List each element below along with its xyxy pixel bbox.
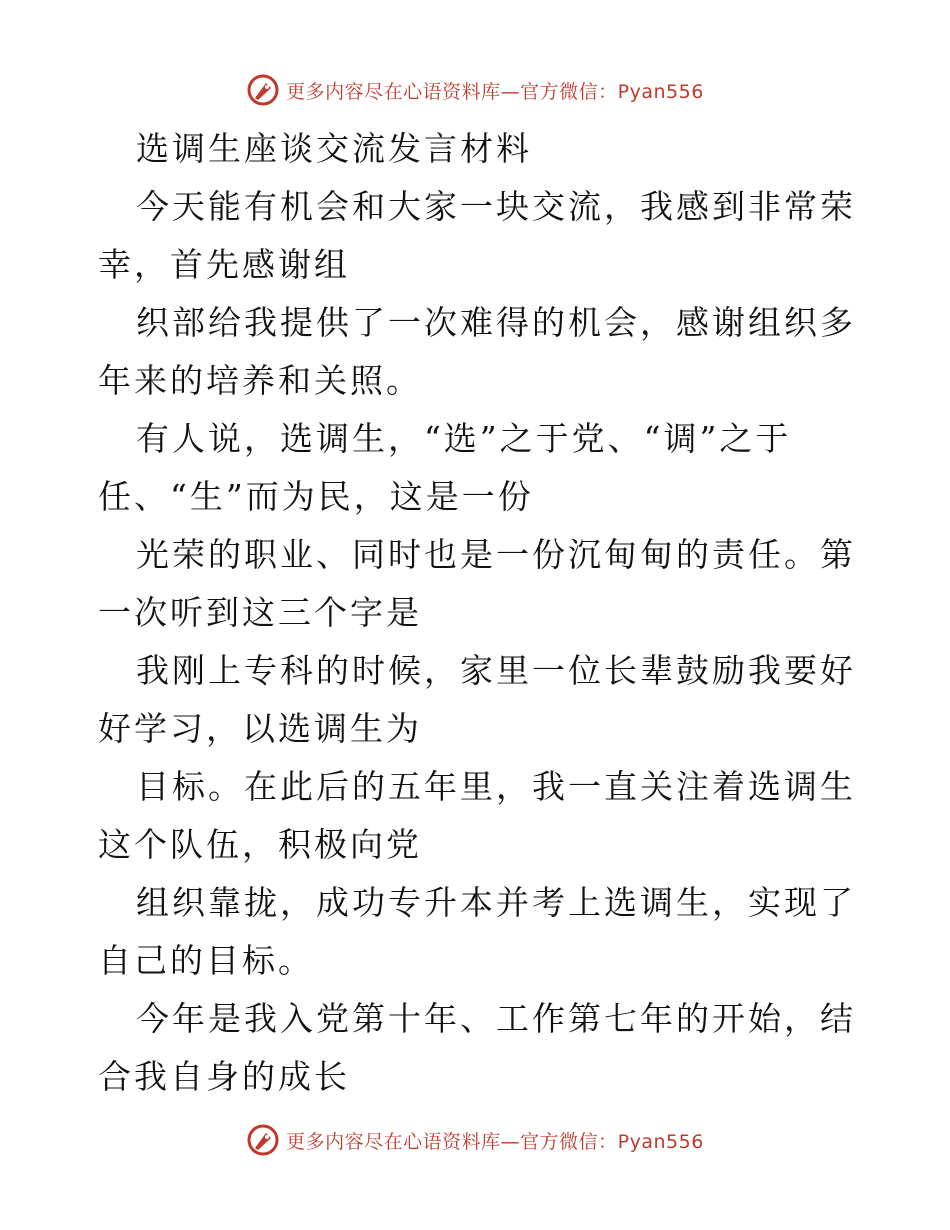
paragraph: 今年是我入党第十年、工作第七年的开始，结合我自身的成长: [98, 999, 856, 1096]
header-banner: [0, 70, 950, 110]
paragraph: 目标。在此后的五年里，我一直关注着选调生这个队伍，积极向党: [98, 767, 856, 864]
pen-nib-logo-icon: [246, 1123, 280, 1157]
paragraph: 今天能有机会和大家一块交流，我感到非常荣幸，首先感谢组: [98, 187, 856, 284]
paragraph: 织部给我提供了一次难得的机会，感谢组织多年来的培养和关照。: [98, 303, 856, 400]
document-title: 选调生座谈交流发言材料: [135, 129, 532, 168]
paragraph: 光荣的职业、同时也是一份沉甸甸的责任。第一次听到这三个字是: [98, 535, 856, 632]
banner-text: 更多内容尽在心语资料库—官方微信：Pyan556: [286, 80, 704, 103]
document-body: [98, 120, 858, 1106]
pen-nib-logo-icon: [246, 73, 280, 107]
paragraph: 组织靠拢，成功专升本并考上选调生，实现了自己的目标。: [98, 883, 856, 980]
paragraph: 有人说，选调生，“选”之于党、“调”之于任、“生”而为民，这是一份: [98, 419, 792, 516]
banner-text: 更多内容尽在心语资料库—官方微信：Pyan556: [286, 1130, 704, 1153]
footer-banner: [0, 1120, 950, 1160]
paragraph: 我刚上专科的时候，家里一位长辈鼓励我要好好学习，以选调生为: [98, 651, 856, 748]
